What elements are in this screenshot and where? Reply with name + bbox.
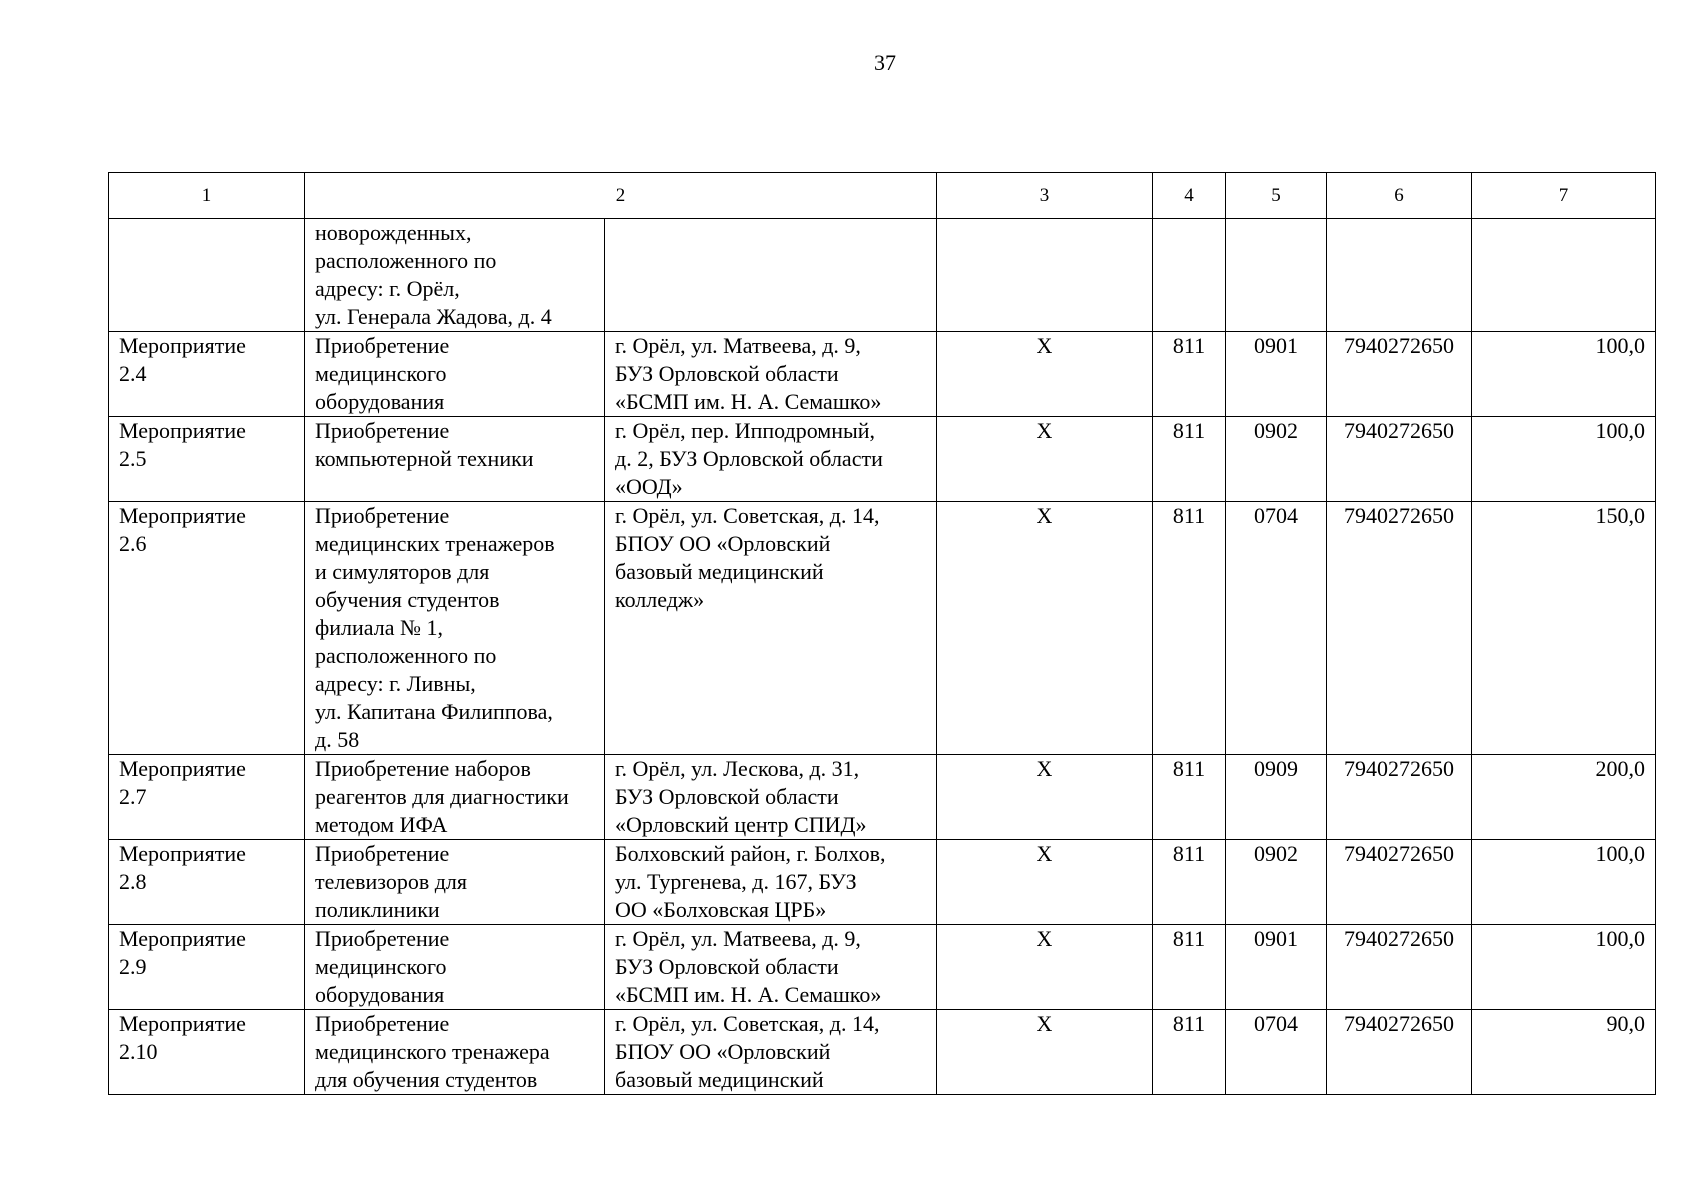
description-cell: Приобретение медицинского оборудования — [305, 925, 605, 1010]
col7-cell: 90,0 — [1472, 1010, 1656, 1095]
col5-cell: 0902 — [1226, 417, 1327, 502]
event-cell: Мероприятие 2.10 — [109, 1010, 305, 1095]
col3-cell — [937, 219, 1153, 332]
col6-cell: 7940272650 — [1327, 1010, 1472, 1095]
col7-cell: 100,0 — [1472, 332, 1656, 417]
col3-cell: Х — [937, 332, 1153, 417]
table-row — [109, 755, 1656, 840]
col3-cell: Х — [937, 417, 1153, 502]
event-cell: Мероприятие 2.5 — [109, 417, 305, 502]
col3-cell: Х — [937, 1010, 1153, 1095]
table-header-row — [109, 173, 1656, 219]
col6-cell: 7940272650 — [1327, 332, 1472, 417]
col4-cell: 811 — [1153, 502, 1226, 755]
col3-cell: Х — [937, 755, 1153, 840]
description-cell: Приобретение медицинского тренажера для обучения студентов — [305, 1010, 605, 1095]
table-row — [109, 502, 1656, 755]
col5-cell: 0901 — [1226, 332, 1327, 417]
table-row — [109, 417, 1656, 502]
header-col-6: 6 — [1327, 173, 1472, 219]
address-cell: г. Орёл, ул. Матвеева, д. 9, БУЗ Орловской области «БСМП им. Н. А. Семашко» — [605, 925, 937, 1010]
col5-cell: 0704 — [1226, 502, 1327, 755]
address-cell: г. Орёл, пер. Ипподромный, д. 2, БУЗ Орловской области «ООД» — [605, 417, 937, 502]
col4-cell: 811 — [1153, 755, 1226, 840]
description-cell: Приобретение наборов реагентов для диагностики методом ИФА — [305, 755, 605, 840]
col3-cell: Х — [937, 925, 1153, 1010]
description-cell: Приобретение телевизоров для поликлиники — [305, 840, 605, 925]
event-cell: Мероприятие 2.6 — [109, 502, 305, 755]
address-cell: Болховский район, г. Болхов, ул. Тургенева, д. 167, БУЗ ОО «Болховская ЦРБ» — [605, 840, 937, 925]
header-col-7: 7 — [1472, 173, 1656, 219]
table-body — [109, 219, 1656, 1095]
table-row — [109, 1010, 1656, 1095]
table-row — [109, 332, 1656, 417]
col4-cell: 811 — [1153, 840, 1226, 925]
col6-cell: 7940272650 — [1327, 417, 1472, 502]
event-cell: Мероприятие 2.8 — [109, 840, 305, 925]
address-cell: г. Орёл, ул. Советская, д. 14, БПОУ ОО «Орловский базовый медицинский колледж» — [605, 502, 937, 755]
header-col-5: 5 — [1226, 173, 1327, 219]
header-col-2: 2 — [305, 173, 937, 219]
col4-cell: 811 — [1153, 332, 1226, 417]
page-number: 37 — [874, 50, 896, 75]
col7-cell: 100,0 — [1472, 925, 1656, 1010]
col5-cell — [1226, 219, 1327, 332]
description-cell: Приобретение компьютерной техники — [305, 417, 605, 502]
col7-cell: 200,0 — [1472, 755, 1656, 840]
col7-cell: 150,0 — [1472, 502, 1656, 755]
col5-cell: 0909 — [1226, 755, 1327, 840]
address-cell: г. Орёл, ул. Советская, д. 14, БПОУ ОО «Орловский базовый медицинский — [605, 1010, 937, 1095]
col6-cell: 7940272650 — [1327, 755, 1472, 840]
description-cell: Приобретение медицинских тренажеров и симуляторов для обучения студентов филиала № 1, расположенного по адресу: г. Ливны, ул. Капитана Филиппова, д. 58 — [305, 502, 605, 755]
address-cell — [605, 219, 937, 332]
table-row — [109, 840, 1656, 925]
event-cell: Мероприятие 2.7 — [109, 755, 305, 840]
col6-cell: 7940272650 — [1327, 925, 1472, 1010]
table-row — [109, 925, 1656, 1010]
col5-cell: 0901 — [1226, 925, 1327, 1010]
budget-table — [108, 172, 1656, 1095]
col6-cell — [1327, 219, 1472, 332]
address-cell: г. Орёл, ул. Лескова, д. 31, БУЗ Орловской области «Орловский центр СПИД» — [605, 755, 937, 840]
description-cell: Приобретение медицинского оборудования — [305, 332, 605, 417]
col7-cell — [1472, 219, 1656, 332]
col5-cell: 0704 — [1226, 1010, 1327, 1095]
col4-cell: 811 — [1153, 925, 1226, 1010]
col6-cell: 7940272650 — [1327, 502, 1472, 755]
col7-cell: 100,0 — [1472, 417, 1656, 502]
header-col-4: 4 — [1153, 173, 1226, 219]
event-cell: Мероприятие 2.4 — [109, 332, 305, 417]
col4-cell: 811 — [1153, 1010, 1226, 1095]
event-cell: Мероприятие 2.9 — [109, 925, 305, 1010]
col5-cell: 0902 — [1226, 840, 1327, 925]
description-cell: новорожденных, расположенного по адресу: г. Орёл, ул. Генерала Жадова, д. 4 — [305, 219, 605, 332]
col3-cell: Х — [937, 502, 1153, 755]
address-cell: г. Орёл, ул. Матвеева, д. 9, БУЗ Орловской области «БСМП им. Н. А. Семашко» — [605, 332, 937, 417]
col6-cell: 7940272650 — [1327, 840, 1472, 925]
col7-cell: 100,0 — [1472, 840, 1656, 925]
event-cell — [109, 219, 305, 332]
col3-cell: Х — [937, 840, 1153, 925]
col4-cell: 811 — [1153, 417, 1226, 502]
header-col-1: 1 — [109, 173, 305, 219]
table-row — [109, 219, 1656, 332]
header-col-3: 3 — [937, 173, 1153, 219]
col4-cell — [1153, 219, 1226, 332]
